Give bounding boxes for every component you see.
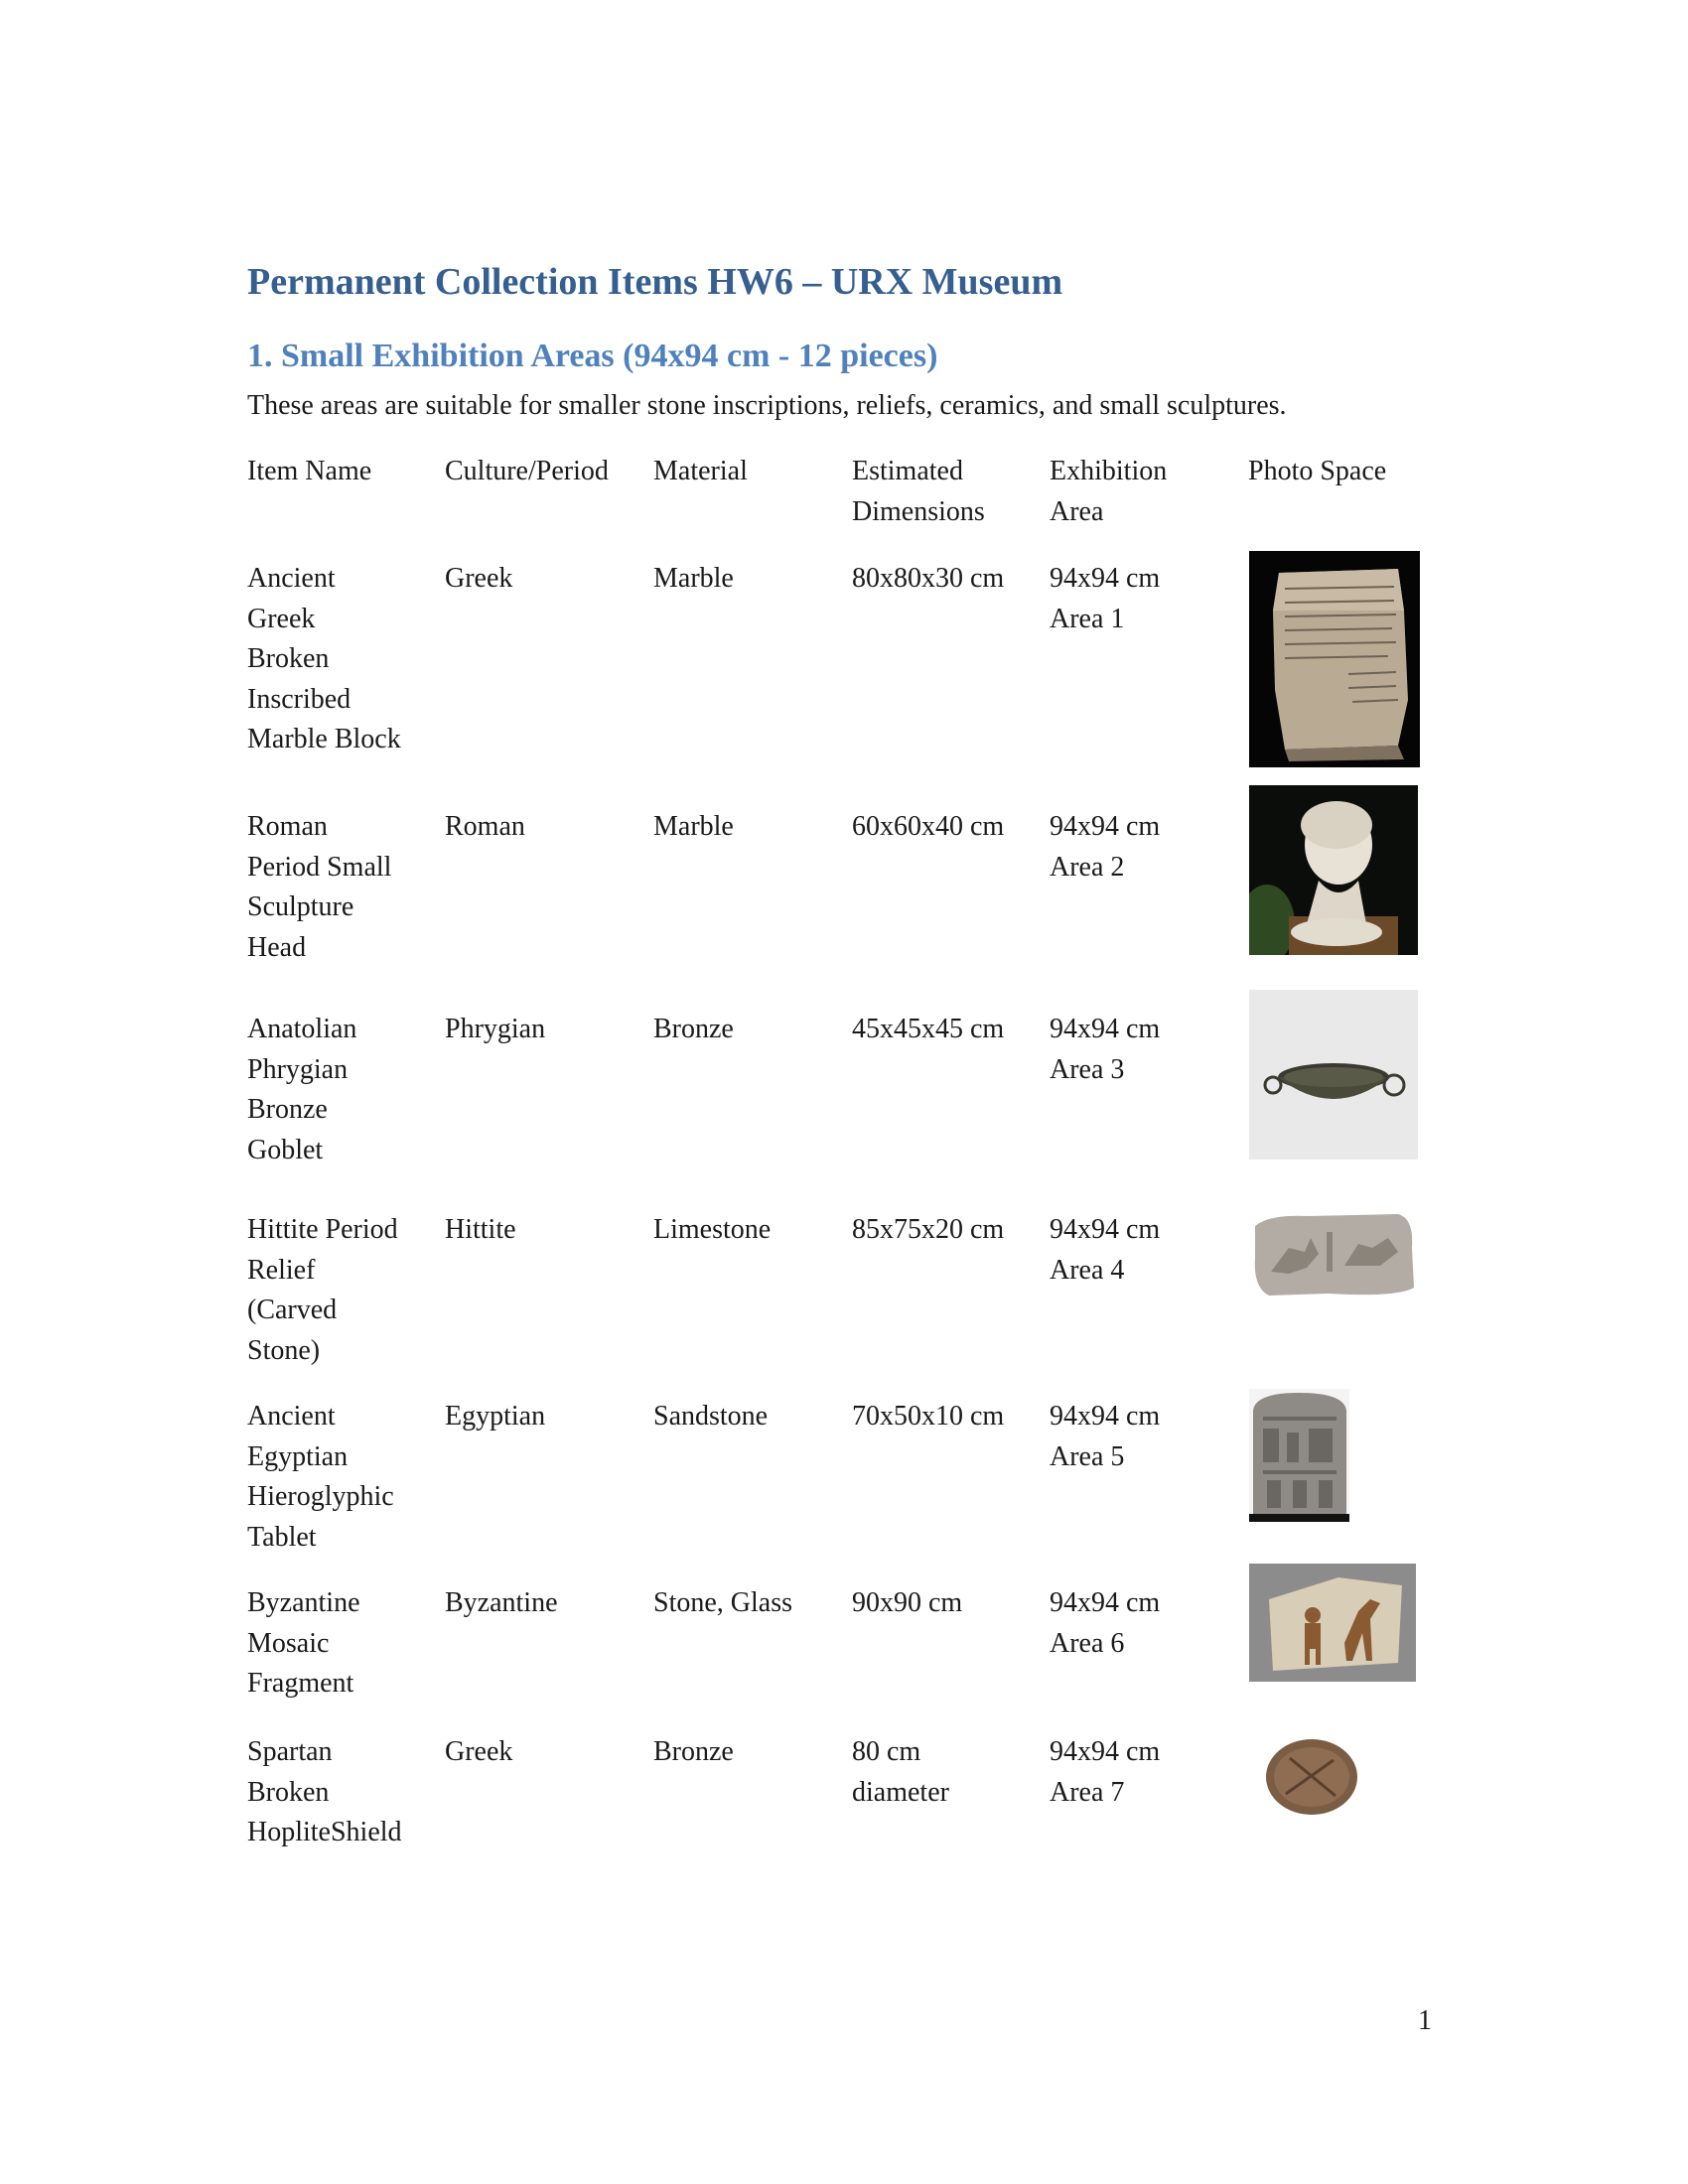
item-culture: Phrygian [445,1014,546,1044]
item-culture: Greek [445,563,513,594]
item-culture: Roman [445,811,525,842]
item-culture: Hittite [445,1214,516,1245]
table-row [247,1210,1439,1397]
page-number: 1 [1418,2005,1432,2036]
collection-table [247,452,1439,1881]
item-dimensions: 80x80x30 cm [852,563,1005,594]
item-name: Ancient Egyptian Hieroglyphic Tablet [247,1401,394,1553]
item-exhibition-area: 94x94 cm Area 3 [1050,1014,1161,1085]
header-exhibition-area: Exhibition Area [1050,456,1168,527]
item-name: Roman Period Small Sculpture Head [247,811,392,963]
item-name: Ancient Greek Broken Inscribed Marble Block [247,563,401,754]
table-row [247,1397,1439,1583]
item-culture: Byzantine [445,1587,558,1618]
item-name: Anatolian Phrygian Bronze Goblet [247,1014,357,1165]
item-name: Spartan Broken HopliteShield [247,1736,402,1847]
item-culture: Greek [445,1736,513,1767]
table-row [247,1732,1439,1881]
table-row [247,1010,1439,1210]
item-dimensions: 80 cm diameter [852,1736,949,1808]
item-exhibition-area: 94x94 cm Area 6 [1050,1587,1161,1659]
header-material: Material [653,456,748,486]
header-dimensions: Estimated Dimensions [852,456,985,527]
item-exhibition-area: 94x94 cm Area 4 [1050,1214,1161,1286]
item-material: Bronze [653,1014,734,1044]
hieroglyphic-tablet-photo [1249,1389,1349,1522]
header-culture: Culture/Period [445,456,609,486]
item-dimensions: 90x90 cm [852,1587,963,1618]
inscribed-marble-block-photo [1249,551,1420,767]
item-material: Marble [653,563,734,594]
item-dimensions: 45x45x45 cm [852,1014,1005,1044]
item-name: Hittite Period Relief (Carved Stone) [247,1214,398,1366]
item-dimensions: 85x75x20 cm [852,1214,1005,1245]
header-photo-space: Photo Space [1248,456,1387,486]
table-row [247,559,1439,807]
item-culture: Egyptian [445,1401,546,1432]
table-row [247,807,1439,1010]
item-material: Bronze [653,1736,734,1767]
item-dimensions: 70x50x10 cm [852,1401,1005,1432]
item-exhibition-area: 94x94 cm Area 5 [1050,1401,1161,1472]
item-exhibition-area: 94x94 cm Area 1 [1050,563,1161,634]
item-exhibition-area: 94x94 cm Area 7 [1050,1736,1161,1808]
section-heading: 1. Small Exhibition Areas (94x94 cm - 12 pieces) [247,338,938,374]
item-material: Limestone [653,1214,772,1245]
sculpture-head-photo [1249,785,1418,955]
item-dimensions: 60x60x40 cm [852,811,1005,842]
item-material: Sandstone [653,1401,769,1432]
item-exhibition-area: 94x94 cm Area 2 [1050,811,1161,883]
hoplite-shield-photo [1264,1736,1359,1818]
bronze-goblet-photo [1249,990,1418,1160]
item-material: Marble [653,811,734,842]
table-header-row [247,452,1439,559]
item-material: Stone, Glass [653,1587,792,1618]
intro-paragraph: These areas are suitable for smaller stone inscriptions, reliefs, ceramics, and small sculptures. [247,390,1287,421]
carved-relief-photo [1249,1208,1418,1301]
item-name: Byzantine Mosaic Fragment [247,1587,360,1699]
page-title: Permanent Collection Items HW6 – URX Museum [247,261,1063,303]
header-item-name: Item Name [247,456,372,486]
mosaic-fragment-photo [1249,1564,1416,1682]
table-row [247,1583,1439,1732]
